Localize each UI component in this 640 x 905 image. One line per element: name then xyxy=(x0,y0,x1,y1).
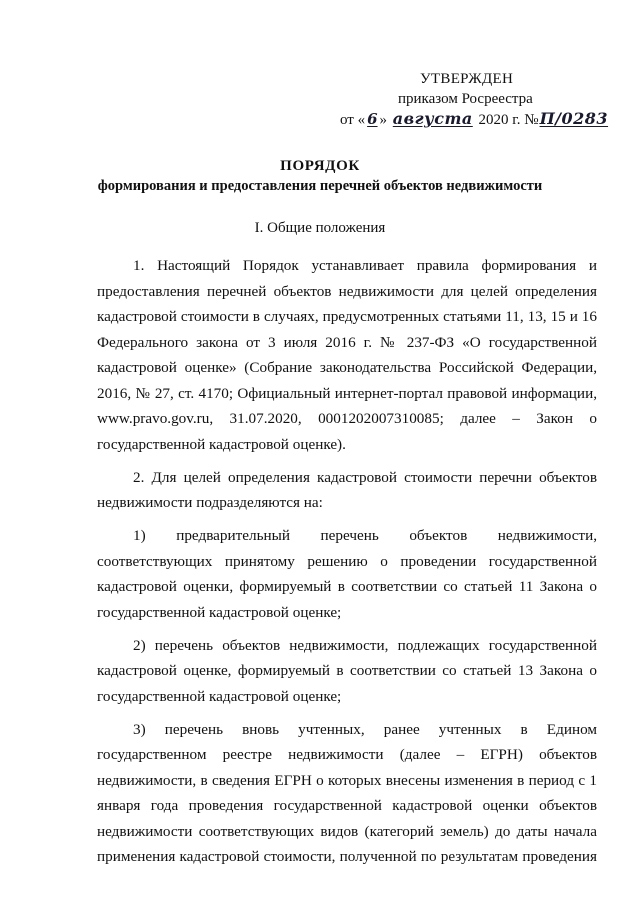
paragraph-2-item-2: 2) перечень объектов недвижимости, подлежащих государственной кадастровой оценке, формируемый в соответствии со статьей 13 Закона о государственной кадастровой оценке; xyxy=(97,636,597,705)
date-mid: » xyxy=(379,112,388,128)
date-prefix: от « xyxy=(340,112,366,128)
document-body xyxy=(97,253,597,877)
approval-date xyxy=(340,110,608,129)
paragraph-2: 2. Для целей определения кадастровой стоимости перечни объектов недвижимости подразделяются на: xyxy=(97,468,597,511)
section-title: I. Общие положения xyxy=(254,220,386,236)
paragraph-1: 1. Настоящий Порядок устанавливает правила формирования и предоставления перечней объектов недвижимости для целей определения кадастровой стоимости в случаях, предусмотренных статьями 11, 13, 15 и 16 Федерального закона от 3 июля 2016 г. № 237-ФЗ «О государственной кадастровой оценке» (Собрание законодательства Российской Федерации, 2016, № 27, ст. 4170; Официальный интернет-портал правовой информации, www.pravo.gov.ru, 31.07.2020, 0001202007310085; далее – Закон о государственной кадастровой оценке). xyxy=(97,257,597,453)
date-year: 2020 г. № xyxy=(478,112,539,128)
paragraph-2-item-1: 1) предварительный перечень объектов недвижимости, соответствующих принятому решению о проведении государственной кадастровой оценки, формируемый в соответствии со статьей 11 Закона о государственной кадастровой оценке; xyxy=(97,527,597,621)
handwritten-month: августа xyxy=(392,109,473,128)
approval-title: УТВЕРЖДЕН xyxy=(420,71,514,87)
handwritten-day: 6 xyxy=(367,110,378,128)
handwritten-order-number: П/0283 xyxy=(539,109,609,128)
document-title: ПОРЯДОК xyxy=(280,158,360,174)
paragraph-2-item-3: 3) перечень вновь учтенных, ранее учтенных в Едином государственном реестре недвижимости (далее – ЕГРН) объектов недвижимости, в сведения ЕГРН о которых внесены изменения в период с 1 января года проведения государственной кадастровой оценки объектов недвижимости соответствующих видов (категорий земель) до даты начала применения кадастровой стоимости, полученной по результатам проведения xyxy=(97,720,597,865)
document-subtitle: формирования и предоставления перечней объектов недвижимости xyxy=(97,178,543,194)
approval-by: приказом Росреестра xyxy=(398,91,533,107)
